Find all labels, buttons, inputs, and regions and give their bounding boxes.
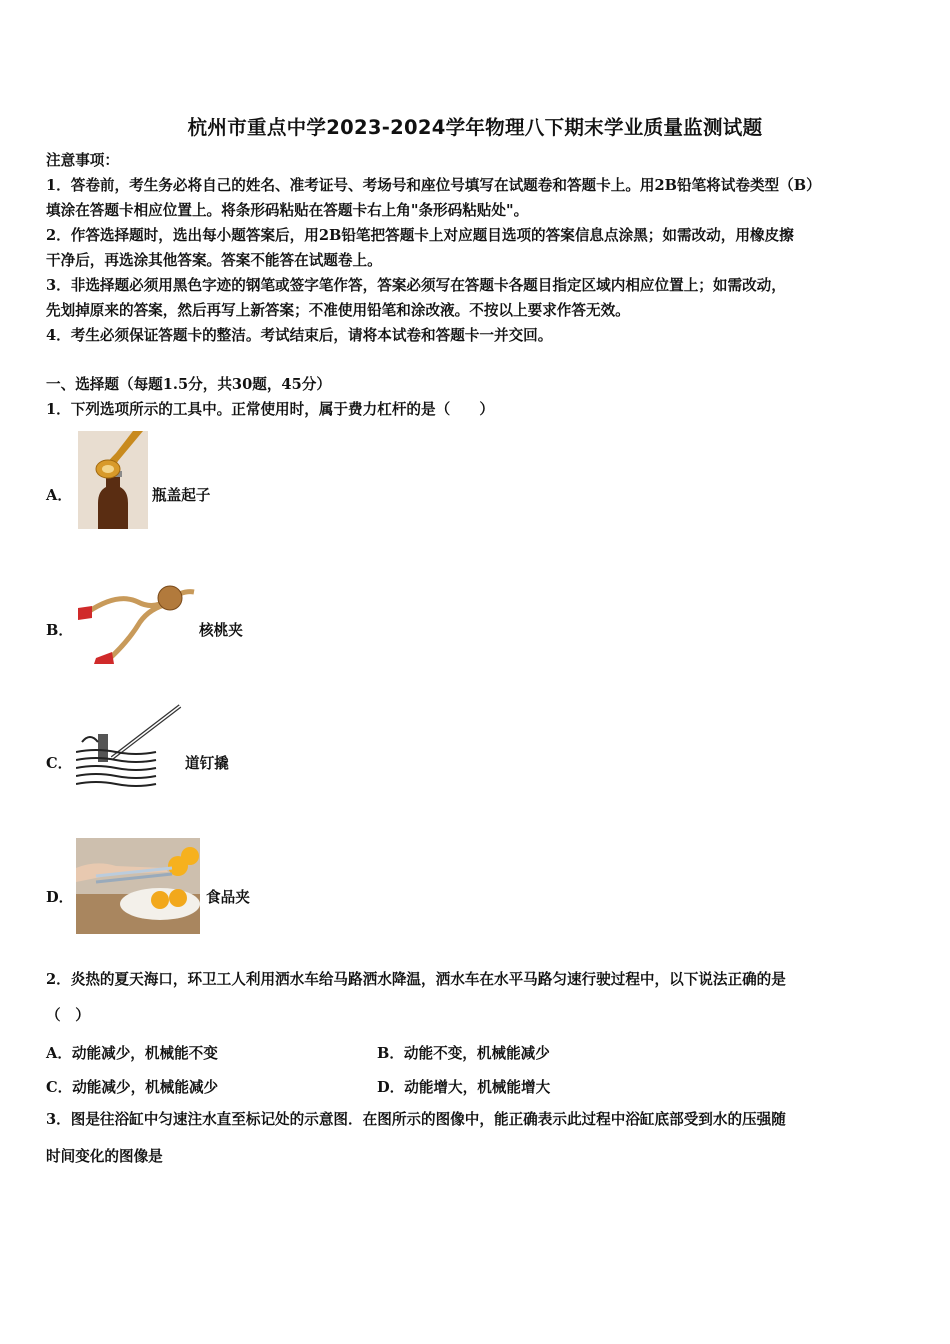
question-2-stem-cont: （ ）	[46, 1007, 90, 1024]
notice-line: 2．作答选择题时，选出每小题答案后，用2B铅笔把答题卡上对应题目选项的答案信息点涂黑；如需改动，用橡皮擦	[46, 227, 794, 244]
notice-line: 填涂在答题卡相应位置上。将条形码粘贴在答题卡右上角"条形码粘贴处"。	[46, 202, 529, 219]
food-tongs-image	[76, 838, 200, 934]
question-3-stem: 3．图是往浴缸中匀速注水直至标记处的示意图．在图所示的图像中，能正确表示此过程中浴缸底部受到水的压强随	[46, 1111, 786, 1128]
spike-crowbar-image	[76, 702, 184, 798]
notice-heading: 注意事项：	[46, 152, 119, 169]
question-2-stem: 2．炎热的夏天海口，环卫工人利用洒水车给马路洒水降温，洒水车在水平马路匀速行驶过程中，以下说法正确的是	[46, 971, 786, 988]
option-a-letter: A．	[46, 487, 72, 504]
bottle-opener-image	[78, 431, 148, 529]
section-heading: 一、选择题（每题1.5分，共30题，45分）	[46, 376, 331, 393]
option-d-letter: D．	[46, 889, 74, 906]
option-a-label: 瓶盖起子	[152, 487, 211, 504]
notice-line: 3．非选择题必须用黑色字迹的钢笔或签字笔作答，答案必须写在答题卡各题目指定区域内相应位置上；如需改动，	[46, 277, 786, 294]
question-3-stem-cont: 时间变化的图像是	[46, 1148, 163, 1165]
option-b-label: 核桃夹	[199, 622, 243, 639]
question-2-choice-a: A．动能减少，机械能不变	[46, 1045, 218, 1062]
nutcracker-image	[78, 572, 198, 664]
option-b-letter: B．	[46, 622, 73, 639]
notice-line: 干净后，再选涂其他答案。答案不能答在试题卷上。	[46, 252, 382, 269]
notice-line: 先划掉原来的答案，然后再写上新答案；不准使用铅笔和涂改液。不按以上要求作答无效。	[46, 302, 630, 319]
option-c-label: 道钉撬	[185, 755, 229, 772]
question-2-choice-b: B．动能不变，机械能减少	[377, 1045, 550, 1062]
notice-line: 1．答卷前，考生务必将自己的姓名、准考证号、考场号和座位号填写在试题卷和答题卡上。用2B铅笔将试卷类型（B）	[46, 177, 821, 194]
notice-line: 4．考生必须保证答题卡的整洁。考试结束后，请将本试卷和答题卡一并交回。	[46, 327, 553, 344]
exam-title: 杭州市重点中学2023-2024学年物理八下期末学业质量监测试题	[187, 116, 763, 139]
option-d-label: 食品夹	[206, 889, 250, 906]
option-c-letter: C．	[46, 755, 73, 772]
question-1-stem: 1．下列选项所示的工具中。正常使用时，属于费力杠杆的是（ ）	[46, 401, 494, 418]
question-2-choice-d: D．动能增大，机械能增大	[377, 1079, 551, 1096]
question-2-choice-c: C．动能减少，机械能减少	[46, 1079, 219, 1096]
